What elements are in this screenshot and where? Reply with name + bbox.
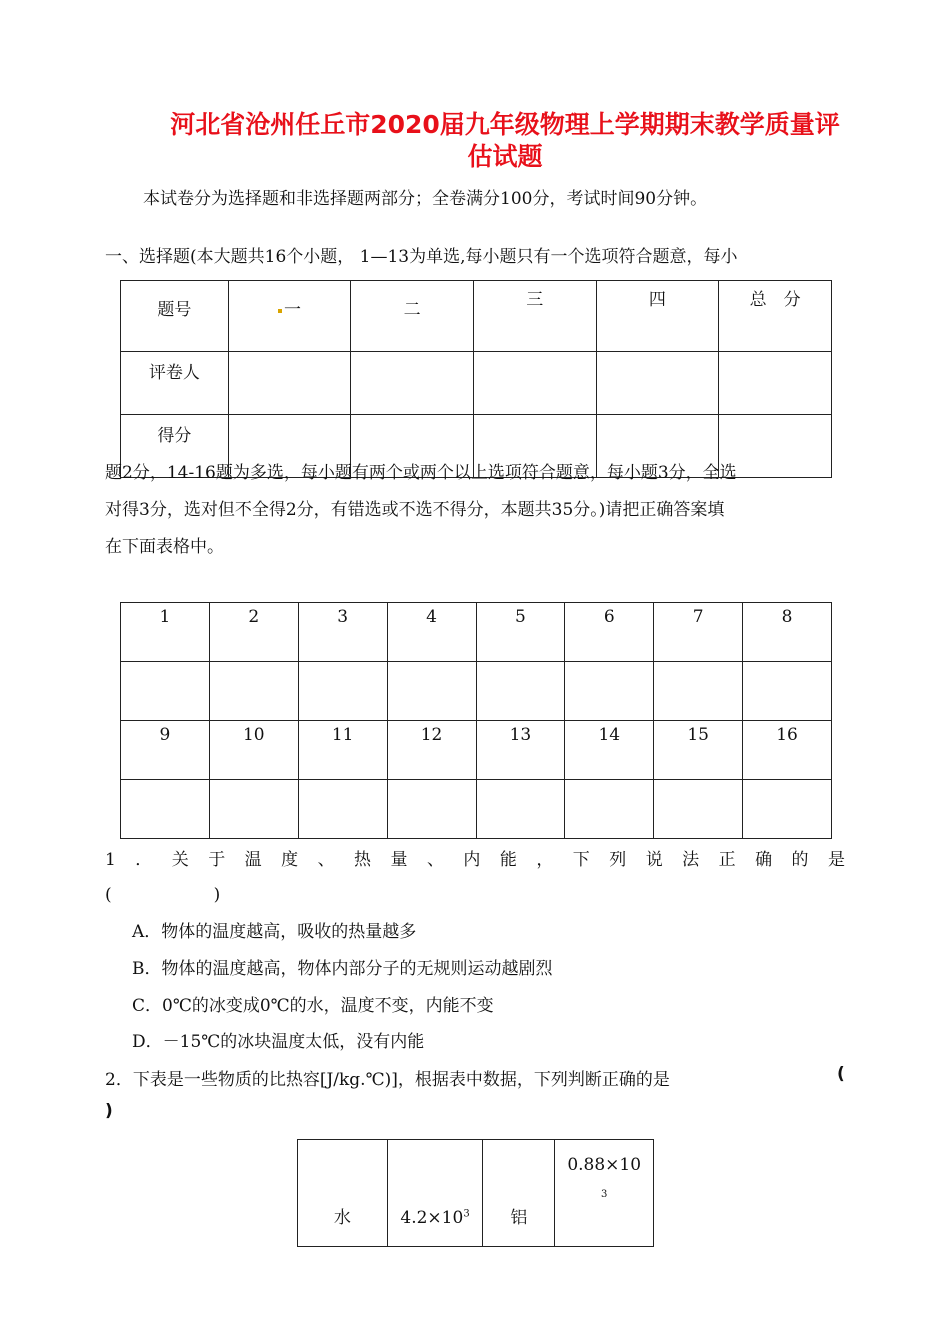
answer-num-4: 4 <box>387 603 476 662</box>
answer-num-9: 9 <box>121 721 210 780</box>
section1-cont-3: 在下面表格中。 <box>105 537 224 557</box>
question-2-paren-open: ( <box>837 1064 845 1084</box>
score-cell <box>228 352 351 415</box>
score-row-grader-label: 评卷人 <box>121 352 229 415</box>
question-1-stem: 1．关于温度、热量、内能，下列说法正确的是 <box>105 850 845 870</box>
question-1-option-c: C．0℃的冰变成0℃的水，温度不变，内能不变 <box>132 996 494 1016</box>
answer-table <box>120 602 832 839</box>
answer-num-6: 6 <box>565 603 654 662</box>
score-header-3: 三 <box>473 281 596 352</box>
score-cell <box>596 352 719 415</box>
substance-aluminum: 铝 <box>483 1140 555 1247</box>
answer-num-10: 10 <box>209 721 298 780</box>
document-title-line1: 河北省沧州任丘市2020届九年级物理上学期期末教学质量评 <box>170 110 840 139</box>
answer-num-7: 7 <box>654 603 743 662</box>
answer-num-3: 3 <box>298 603 387 662</box>
answer-num-13: 13 <box>476 721 565 780</box>
score-cell <box>351 352 474 415</box>
question-1-option-b: B．物体的温度越高，物体内部分子的无规则运动越剧烈 <box>132 959 553 979</box>
marker-dot-icon <box>278 309 282 313</box>
question-2-paren-close: ) <box>105 1101 113 1121</box>
answer-cell <box>121 662 210 721</box>
answer-cell <box>565 662 654 721</box>
answer-cell <box>387 780 476 839</box>
score-header-2: 二 <box>351 281 474 352</box>
answer-num-16: 16 <box>743 721 832 780</box>
answer-cell <box>654 780 743 839</box>
score-header-total: 总 分 <box>719 281 832 352</box>
answer-cell <box>209 780 298 839</box>
answer-num-14: 14 <box>565 721 654 780</box>
answer-num-15: 15 <box>654 721 743 780</box>
answer-cell <box>654 662 743 721</box>
score-cell <box>719 352 832 415</box>
score-cell <box>473 352 596 415</box>
aluminum-specific-heat: 0.88×10 $^3$ <box>555 1140 654 1247</box>
answer-num-8: 8 <box>743 603 832 662</box>
score-header-4: 四 <box>596 281 719 352</box>
section1-cont-2: 对得3分，选对但不全得2分，有错选或不选不得分，本题共35分。)请把正确答案填 <box>105 500 725 520</box>
score-table <box>120 280 832 478</box>
score-header-1: 一 <box>228 281 351 352</box>
answer-cell <box>298 662 387 721</box>
specific-heat-table <box>297 1139 654 1247</box>
answer-num-12: 12 <box>387 721 476 780</box>
answer-cell <box>121 780 210 839</box>
document-title-line2: 估试题 <box>467 142 543 171</box>
section1-cont-1: 题2分，14-16题为多选，每小题有两个或两个以上选项符合题意，每小题3分，全选 <box>105 463 737 483</box>
answer-num-11: 11 <box>298 721 387 780</box>
answer-cell <box>476 662 565 721</box>
answer-cell <box>476 780 565 839</box>
answer-cell <box>565 780 654 839</box>
question-1-option-a: A．物体的温度越高，吸收的热量越多 <box>132 922 417 942</box>
answer-num-1: 1 <box>121 603 210 662</box>
question-2-stem: 2．下表是一些物质的比热容[J/kg.℃)]，根据表中数据，下列判断正确的是 <box>105 1070 670 1090</box>
answer-cell <box>298 780 387 839</box>
water-specific-heat: $4.2\times 10^3$ <box>387 1140 483 1247</box>
question-1-answer-paren: ( ) <box>105 885 221 905</box>
answer-cell <box>743 780 832 839</box>
section1-heading: 一、选择题(本大题共16个小题， 1—13为单选,每小题只有一个选项符合题意，每小 <box>105 247 738 267</box>
answer-num-5: 5 <box>476 603 565 662</box>
intro-text: 本试卷分为选择题和非选择题两部分；全卷满分100分，考试时间90分钟。 <box>143 189 708 209</box>
score-row-points-label: 得分 <box>121 415 229 478</box>
substance-water: 水 <box>298 1140 388 1247</box>
question-1-option-d: D．－15℃的冰块温度太低，没有内能 <box>132 1032 425 1052</box>
answer-num-2: 2 <box>209 603 298 662</box>
score-header-label: 题号 <box>121 281 229 352</box>
answer-cell <box>209 662 298 721</box>
answer-cell <box>743 662 832 721</box>
answer-cell <box>387 662 476 721</box>
